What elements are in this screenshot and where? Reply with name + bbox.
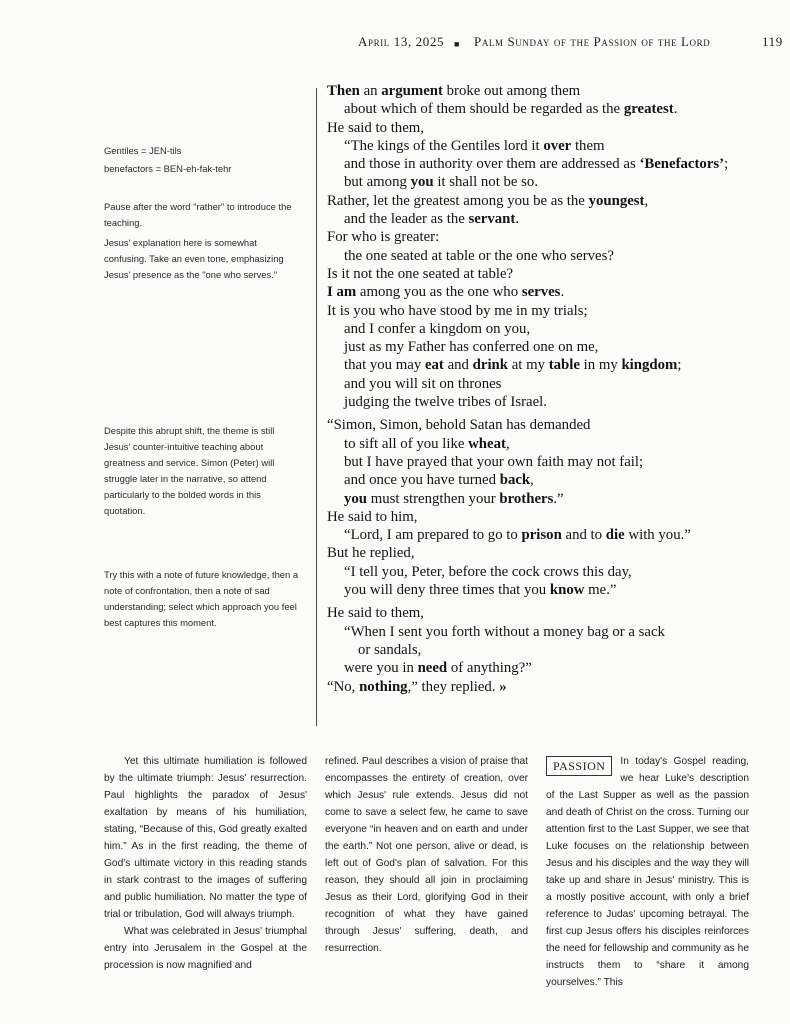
reading-line: that you may eat and drink at my table in my kingdom; <box>344 357 682 374</box>
header-date: April 13, 2025 <box>358 34 445 49</box>
reading-line: He said to them, <box>327 605 424 622</box>
reading-line: “Simon, Simon, behold Satan has demanded <box>327 417 591 434</box>
commentary-column-2 <box>325 753 528 957</box>
margin-note-explanation <box>104 235 302 283</box>
reading-line: and I confer a kingdom on you, <box>344 320 531 337</box>
reading-line: “When I sent you forth without a money bag or a sack <box>344 623 665 640</box>
reading-line: you must strengthen your brothers.” <box>344 490 564 507</box>
commentary-column-1 <box>104 753 307 974</box>
reading-line: and you will sit on thrones <box>344 375 502 392</box>
pronunciation-benefactors: benefactors = BEN-eh-fak-tehr <box>104 163 232 174</box>
reading-line: judging the twelve tribes of Israel. <box>344 394 547 411</box>
commentary-paragraph: PASSION In today's Gospel reading, we hear Luke's description of the Last Supper as well as the passion and death of Christ on the cross. Turning our attention first to the Last Supper, we see that Luke focuses on the relationship between Jesus and his disciples and the way they will take up and share in Jesus' ministry. This is a mostly positive account, with only a brief reference to Judas' upcoming betrayal. The first cup Jesus offers his disciples reinforces the need for fellowship and community as he instructs them to “share it among yourselves.” This <box>546 756 749 988</box>
reading-line: you will deny three times that you know me.” <box>344 582 617 599</box>
scripture-reading <box>327 82 787 696</box>
reading-line: Is it not the one seated at table? <box>327 265 514 282</box>
margin-note-future-knowledge <box>104 567 302 631</box>
continue-arrow-icon: » <box>499 678 507 695</box>
note-text: Despite this abrupt shift, the theme is still Jesus' counter-intuitive teaching about greatness and service. Simon (Peter) will struggle later in the narrative, so attend particularly to the bolded words in this quotation. <box>104 425 275 516</box>
reading-line: For who is greater: <box>327 229 440 246</box>
reading-line: or sandals, <box>358 641 422 658</box>
reading-line: He said to them, <box>327 119 424 136</box>
reading-line: about which of them should be regarded as the greatest. <box>344 101 678 118</box>
page-number: 119 <box>762 34 783 49</box>
reading-line: the one seated at table or the one who serves? <box>344 247 614 264</box>
header-title: Palm Sunday of the Passion of the Lord <box>474 34 711 49</box>
note-text: Try this with a note of future knowledge, then a note of confrontation, then a note of sad understanding; select which approach you feel best captures this moment. <box>104 569 299 628</box>
note-text: Pause after the word "rather" to introduce the teaching. <box>104 201 292 228</box>
margin-note-rather <box>104 199 302 231</box>
commentary-column-3 <box>546 753 749 991</box>
reading-line: just as my Father has conferred one on me, <box>344 339 599 356</box>
reading-line: and once you have turned back, <box>344 472 534 489</box>
pronunciation-gentiles: Gentiles = JEN-tils <box>104 145 182 156</box>
column-divider <box>316 88 317 726</box>
reading-line: But he replied, <box>327 545 415 562</box>
header-separator: ■ <box>454 39 461 49</box>
reading-line: were you in need of anything?” <box>344 660 532 677</box>
reading-line: Rather, let the greatest among you be as the youngest, <box>327 192 649 209</box>
reading-line: to sift all of you like wheat, <box>344 435 510 452</box>
margin-note-abrupt-shift <box>104 423 302 519</box>
reading-line: “The kings of the Gentiles lord it over them <box>344 137 605 154</box>
reading-line: “Lord, I am prepared to go to prison and to die with you.” <box>344 527 691 544</box>
passion-label: PASSION <box>546 756 612 776</box>
commentary-paragraph: refined. Paul describes a vision of praise that encompasses the entirety of creation, over which Jesus' rule extends. Jesus did not come to save a select few, he came to save everyone “in heaven and on earth and under the earth.” Not one person, alive or dead, is left out of God's plan of salvation. For this reason, they should all join in proclaiming Jesus as their Lord, glorifying God in their recognition of what they have gained through Jesus' suffering, death, and resurrection. <box>325 756 528 954</box>
commentary-paragraph: Yet this ultimate humiliation is followed by the ultimate triumph: Jesus' resurrection. Paul highlights the paradox of Jesus' exaltation by means of his humiliation, stating, “Because of this, God greatly exalted him.” As in the first reading, the theme of God's ultimate victory in this reading stands in stark contrast to the images of suffering and public humiliation. No matter the type of trial or tribulation, God will always triumph. <box>104 756 307 920</box>
reading-line: but among you it shall not be so. <box>344 174 539 191</box>
reading-line: Then an argument broke out among them <box>327 83 581 99</box>
reading-line: “No, nothing,” they replied. » <box>327 678 507 695</box>
reading-line: “I tell you, Peter, before the cock crows this day, <box>344 563 632 580</box>
reading-line: and those in authority over them are addressed as ‘Benefactors’; <box>344 156 729 173</box>
running-header <box>358 34 790 54</box>
note-text: Jesus' explanation here is somewhat confusing. Take an even tone, emphasizing Jesus' presence as the "one who serves." <box>104 237 284 280</box>
reading-line: It is you who have stood by me in my trials; <box>327 302 588 319</box>
reading-line: He said to him, <box>327 508 418 525</box>
reading-line: but I have prayed that your own faith may not fail; <box>344 453 644 470</box>
commentary-paragraph: What was celebrated in Jesus' triumphal entry into Jerusalem in the Gospel at the procession is now magnified and <box>104 926 307 971</box>
reading-line: and the leader as the servant. <box>344 211 520 228</box>
margin-note-pronunciation <box>104 143 302 177</box>
reading-line: I am among you as the one who serves. <box>327 284 565 301</box>
